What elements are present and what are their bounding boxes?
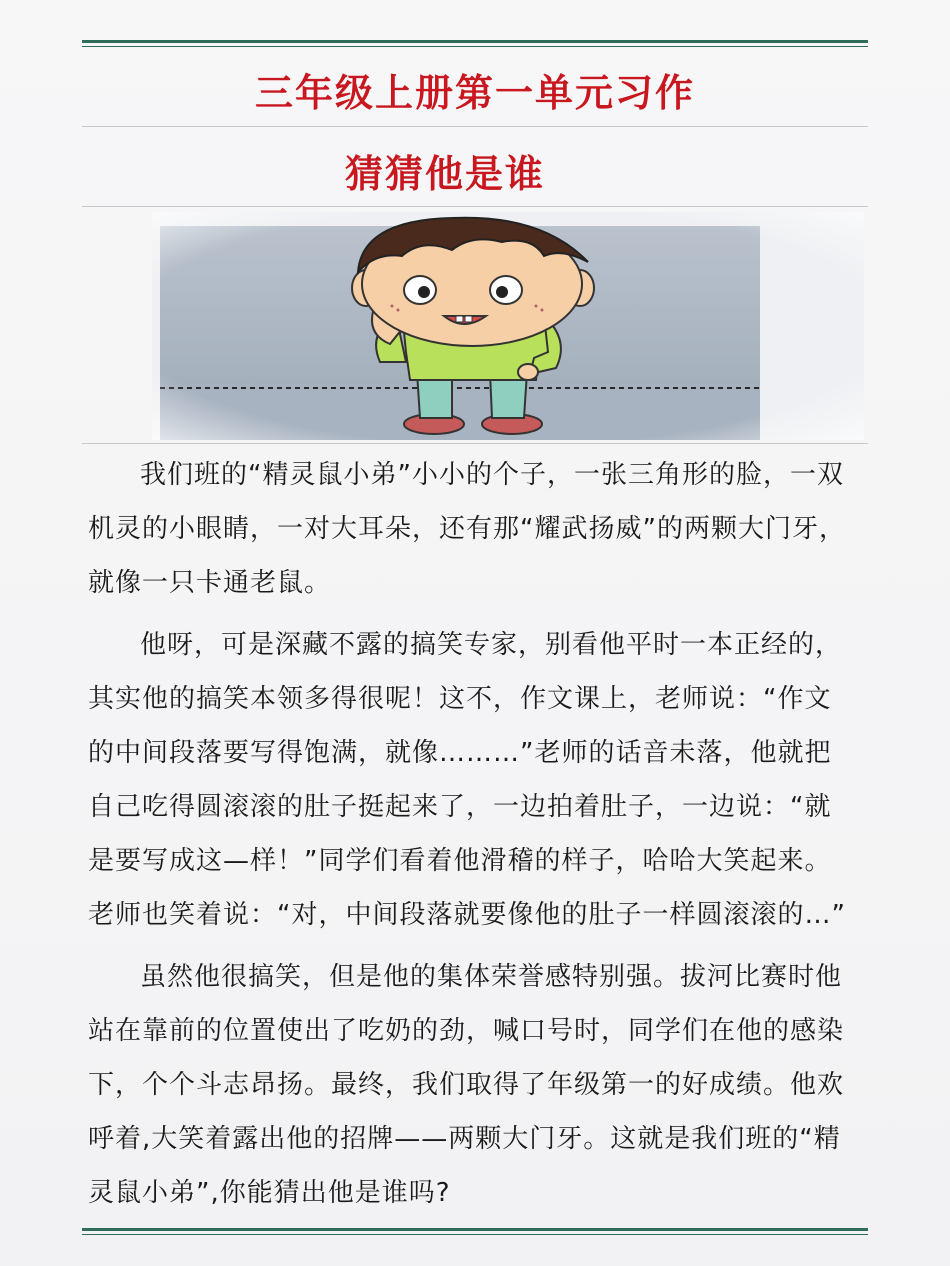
cartoon-boy-illustration: [152, 212, 864, 440]
essay-body: [88, 448, 856, 1228]
bottom-double-rule: [82, 1228, 868, 1231]
illustration-divider: [82, 443, 868, 444]
essay-paragraph-3: 虽然他很搞笑，但是他的集体荣誉感特别强。拔河比赛时他站在靠前的位置使出了吃奶的劲，喊口号时，同学们在他的感染下，个个斗志昂扬。最终，我们取得了年级第一的好成绩。他欢呼着,大笑着露出他的招牌——两颗大门牙。这就是我们班的“精灵鼠小弟”,你能猜出他是谁吗?: [88, 962, 845, 1208]
top-double-rule-thin: [82, 46, 868, 47]
essay-paragraph-1: 我们班的“精灵鼠小弟”小小的个子，一张三角形的脸，一双机灵的小眼睛，一对大耳朵，还有那“耀武扬威”的两颗大门牙，就像一只卡通老鼠。: [88, 460, 846, 598]
top-double-rule: [82, 40, 868, 43]
page-subtitle: 猜猜他是谁: [344, 151, 545, 196]
bottom-double-rule-thin: [82, 1234, 868, 1235]
subtitle-divider: [82, 206, 868, 207]
page-title: 三年级上册第一单元习作: [254, 70, 695, 115]
essay-paragraph-2: 他呀，可是深藏不露的搞笑专家，别看他平时一本正经的，其实他的搞笑本领多得很呢！这不，作文课上，老师说：“作文的中间段落要写得饱满，就像………”老师的话音未落，他就把自己吃得圆滚滚的肚子挺起来了，一边拍着肚子，一边说：“就是要写成这—样！”同学们看着他滑稽的样子，哈哈大笑起来。老师也笑着说：“对，中间段落就要像他的肚子一样圆滚滚的…”: [88, 630, 846, 930]
title-divider: [82, 126, 868, 127]
